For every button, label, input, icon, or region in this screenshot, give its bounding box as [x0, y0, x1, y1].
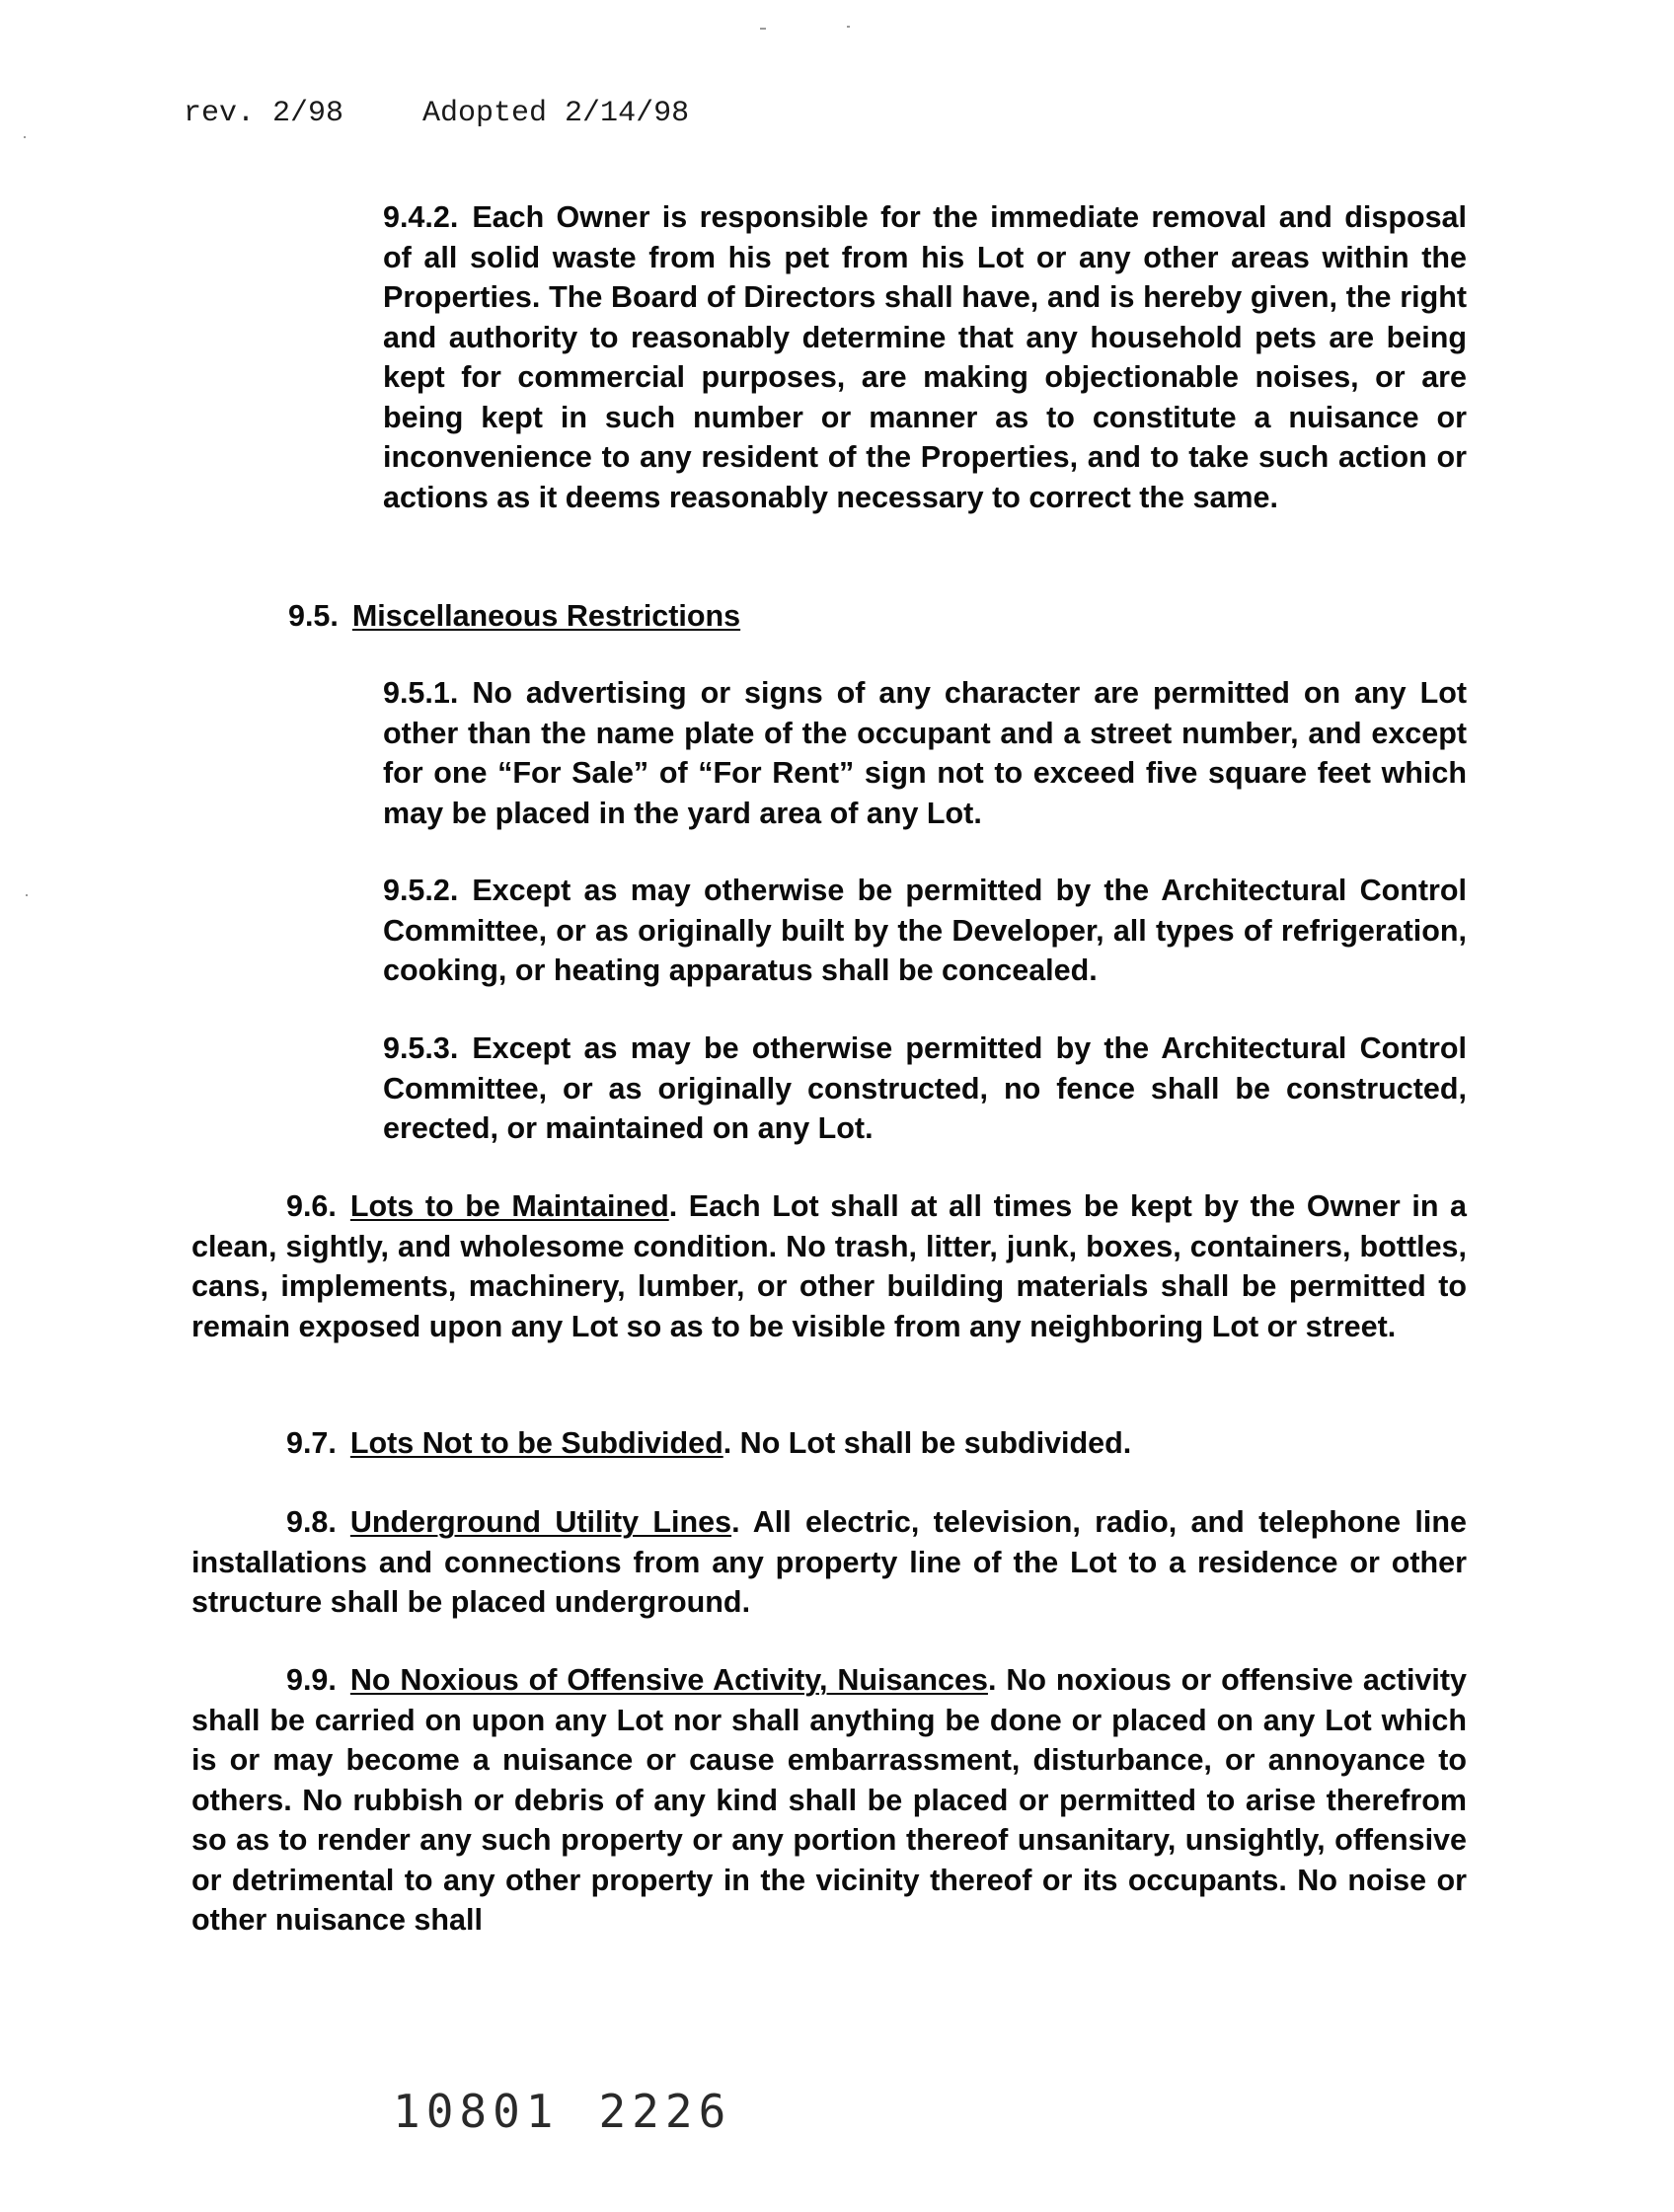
section-number: 9.5.1. [383, 676, 459, 710]
section-number: 9.5. [288, 599, 339, 633]
scan-speck [760, 28, 766, 30]
section-9-5-3 [383, 1029, 1467, 1149]
stamp-book-number: 10801 [393, 2085, 560, 2138]
stamp-page-number: 2226 [598, 2085, 732, 2138]
section-9-6: 9.6. Lots to be Maintained. Each Lot shall at all times be kept by the Owner in a clean, sightly, and wholesome condition. No trash, litter, junk, boxes, containers, bottles, cans, implements, machinery, lumber, or other building materials shall be permitted to remain exposed upon any Lot so as to be visible from any neighboring Lot or street. [191, 1189, 1468, 1343]
section-9-5-2 [383, 871, 1467, 991]
section-9-5-1 [383, 673, 1467, 833]
section-number: 9.8. [286, 1505, 337, 1539]
page-header [184, 97, 689, 130]
section-9-9: 9.9. No Noxious of Offensive Activity, Nuisances. No noxious or offensive activity shall be carried on upon any Lot nor shall anything be done or placed on any Lot which is or may become a nuisance or cause embarrassment, disturbance, or annoyance to others. No rubbish or debris of any kind shall be placed or permitted to arise therefrom so as to render any such property or any portion thereof unsanitary, unsightly, offensive or detrimental to any other property in the vicinity thereof or its occupants. No noise or other nuisance shall [191, 1663, 1467, 1937]
section-heading: Miscellaneous Restrictions [351, 599, 741, 633]
section-9-5-heading [288, 596, 1078, 637]
recording-stamp [393, 2085, 731, 2138]
section-text: Except as may otherwise be permitted by the Architectural Control Committee, or as originally built by the Developer, all types of refrigeration, cooking, or heating apparatus shall be concealed. [383, 874, 1467, 987]
section-text: All electric, television, radio, and telephone line installations and connections from any property line of the Lot to a residence or other structure shall be placed underground. [191, 1505, 1467, 1619]
section-9-4-2 [383, 197, 1467, 517]
scan-speck [26, 894, 28, 896]
section-text: Each Lot shall at all times be kept by the Owner in a clean, sightly, and wholesome condition. No trash, litter, junk, boxes, containers, bottles, cans, implements, machinery, lumber, or other building materials shall be permitted to remain exposed upon any Lot so as to be visible from any neighboring Lot or street. [191, 1189, 1468, 1343]
section-number: 9.6. [286, 1189, 337, 1223]
section-text: No advertising or signs of any character are permitted on any Lot other than the name plate of the occupant and a street number, and except for one “For Sale” of “For Rent” sign not to exceed five square feet which may be placed in the yard area of any Lot. [383, 676, 1467, 830]
revision-note: rev. 2/98 [184, 97, 344, 130]
section-number: 9.7. [286, 1426, 337, 1460]
section-text: No noxious or offensive activity shall be carried on upon any Lot nor shall anything be done or placed on any Lot which is or may become a nuisance or cause embarrassment, disturbance, or annoyance to others. No rubbish or debris of any kind shall be placed or permitted to arise therefrom so as to render any such property or any portion thereof unsanitary, unsightly, offensive or detrimental to any other property in the vicinity thereof or its occupants. No noise or other nuisance shall [191, 1663, 1467, 1937]
section-heading: Lots Not to be Subdivided [349, 1426, 723, 1460]
section-text: Except as may be otherwise permitted by the Architectural Control Committee, or as originally constructed, no fence shall be constructed, erected, or maintained on any Lot. [383, 1031, 1467, 1145]
section-number: 9.9. [286, 1663, 337, 1697]
section-text: No Lot shall be subdivided. [739, 1426, 1132, 1460]
section-text: Each Owner is responsible for the immediate removal and disposal of all solid waste from his pet from his Lot or any other areas within the Properties. The Board of Directors shall have, and is hereby given, the right and authority to reasonably determine that any household pets are being kept for commercial purposes, are making objectionable noises, or are being kept in such number or manner as to constitute a nuisance or inconvenience to any resident of the Properties, and to take such action or actions as it deems reasonably necessary to correct the same. [383, 200, 1467, 514]
section-9-8: 9.8. Underground Utility Lines. All electric, television, radio, and telephone line installations and connections from any property line of the Lot to a residence or other structure shall be placed underground. [191, 1505, 1467, 1619]
section-heading: Underground Utility Lines [349, 1505, 732, 1539]
section-number: 9.5.2. [383, 874, 459, 907]
section-number: 9.4.2. [383, 200, 459, 234]
scan-speck [24, 136, 26, 138]
section-9-7: 9.7. Lots Not to be Subdivided. No Lot shall be subdivided. [286, 1426, 1132, 1460]
adopted-date: Adopted 2/14/98 [422, 97, 690, 130]
section-heading: Lots to be Maintained [349, 1189, 669, 1223]
section-number: 9.5.3. [383, 1031, 459, 1065]
section-heading: No Noxious of Offensive Activity, Nuisances [349, 1663, 988, 1697]
scan-speck [847, 26, 850, 28]
